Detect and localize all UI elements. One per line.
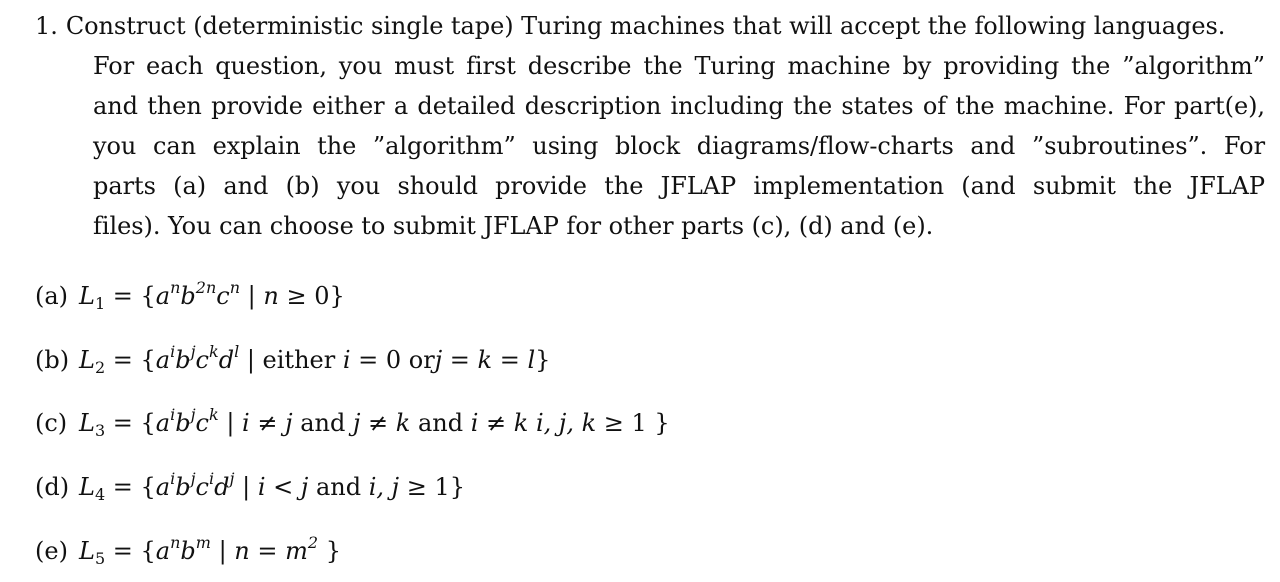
math-exponent: j bbox=[229, 469, 235, 488]
math-text bbox=[318, 537, 326, 565]
problem-line-5: parts (a) and (b) you should provide the JFLAP implementation (and submit the JFLAP bbox=[93, 172, 1265, 200]
problem-line-4: you can explain the ”algorithm” using block diagrams/flow-charts and ”subroutines”. For bbox=[93, 132, 1265, 160]
set-open: = { bbox=[105, 537, 156, 565]
language-definition bbox=[79, 278, 345, 313]
math-text: < bbox=[265, 473, 301, 501]
math-variable: i, j bbox=[368, 473, 400, 501]
part-b bbox=[35, 336, 550, 384]
math-exponent: i bbox=[170, 405, 176, 424]
math-exponent: n bbox=[170, 278, 181, 297]
problem-line-6: files). You can choose to submit JFLAP for other parts (c), (d) and (e). bbox=[93, 212, 934, 240]
language-symbol: L bbox=[79, 346, 95, 374]
language-subscript: 4 bbox=[94, 485, 106, 504]
math-exponent: m bbox=[195, 533, 211, 552]
math-text: ≠ bbox=[478, 409, 514, 437]
set-close: } bbox=[535, 346, 551, 374]
language-definition bbox=[79, 469, 466, 504]
set-close: } bbox=[654, 409, 670, 437]
math-exponent: n bbox=[229, 278, 241, 297]
problem-line-3: and then provide either a detailed description including the states of the machine. For part(e), bbox=[93, 92, 1265, 120]
math-variable: j bbox=[352, 409, 361, 437]
math-text: | bbox=[240, 282, 264, 310]
math-variable: l bbox=[527, 346, 536, 374]
math-variable: d bbox=[218, 346, 235, 374]
part-label: (a) bbox=[35, 282, 69, 310]
part-label: (b) bbox=[35, 346, 70, 374]
math-variable: j bbox=[434, 346, 443, 374]
part-label: (c) bbox=[35, 409, 68, 437]
language-subscript: 3 bbox=[94, 421, 106, 440]
math-exponent: i bbox=[209, 469, 215, 488]
math-text: | bbox=[234, 473, 258, 501]
part-d bbox=[35, 463, 465, 511]
set-close: } bbox=[325, 537, 341, 565]
math-variable: c bbox=[195, 346, 209, 374]
math-exponent: i bbox=[170, 469, 176, 488]
math-variable: a bbox=[155, 537, 171, 565]
math-text: = 0 or bbox=[350, 346, 435, 374]
set-open: = { bbox=[105, 282, 156, 310]
math-variable: i bbox=[242, 409, 250, 437]
part-e bbox=[35, 527, 341, 575]
math-text: ≥ 0 bbox=[278, 282, 330, 310]
math-variable: n bbox=[263, 282, 279, 310]
math-variable: b bbox=[180, 537, 196, 565]
language-subscript: 5 bbox=[94, 549, 106, 568]
problem-text-line: Construct (deterministic single tape) Turing machines that will accept the following languages. bbox=[65, 12, 1226, 40]
math-variable: c bbox=[195, 409, 209, 437]
math-variable: a bbox=[155, 346, 171, 374]
math-variable: c bbox=[216, 282, 230, 310]
problem-number: 1. bbox=[35, 12, 58, 40]
math-variable: a bbox=[155, 409, 171, 437]
math-exponent: 2n bbox=[195, 278, 217, 297]
math-text: ≠ bbox=[249, 409, 286, 437]
math-text: | either bbox=[239, 346, 343, 374]
math-variable: k bbox=[395, 409, 411, 437]
language-subscript: 1 bbox=[94, 294, 106, 313]
math-text: and bbox=[308, 473, 369, 501]
math-text: ≥ 1 bbox=[596, 409, 655, 437]
problem-line-1 bbox=[35, 6, 1265, 46]
math-variable: c bbox=[195, 473, 209, 501]
math-variable: d bbox=[214, 473, 230, 501]
part-label: (e) bbox=[35, 537, 68, 565]
math-variable: n bbox=[234, 537, 250, 565]
math-text: | bbox=[218, 409, 243, 437]
math-variable: b bbox=[175, 346, 191, 374]
problem-line-2: For each question, you must first describe the Turing machine by providing the ”algorithm” bbox=[93, 52, 1265, 80]
math-variable: i bbox=[257, 473, 266, 501]
math-text: = bbox=[492, 346, 528, 374]
math-variable: a bbox=[155, 473, 171, 501]
math-variable: b bbox=[180, 282, 196, 310]
set-open: = { bbox=[105, 473, 156, 501]
math-exponent: i bbox=[170, 342, 176, 361]
math-variable: m bbox=[285, 537, 308, 565]
language-symbol: L bbox=[79, 473, 95, 501]
math-exponent: l bbox=[234, 342, 240, 361]
math-exponent: j bbox=[190, 342, 196, 361]
language-definition bbox=[79, 533, 341, 568]
math-exponent: k bbox=[209, 405, 219, 424]
math-exponent: j bbox=[190, 405, 196, 424]
math-exponent: k bbox=[209, 342, 219, 361]
math-variable: j bbox=[285, 409, 293, 437]
math-exponent: n bbox=[170, 533, 181, 552]
math-exponent: j bbox=[190, 469, 196, 488]
math-text: = bbox=[442, 346, 478, 374]
part-a bbox=[35, 272, 345, 320]
language-definition bbox=[79, 342, 551, 377]
math-variable: k bbox=[477, 346, 493, 374]
math-variable: b bbox=[175, 409, 191, 437]
language-symbol: L bbox=[79, 282, 95, 310]
math-text: = bbox=[249, 537, 286, 565]
math-variable: i bbox=[470, 409, 479, 437]
language-definition bbox=[79, 405, 670, 440]
math-variable: b bbox=[175, 473, 191, 501]
math-text: and bbox=[410, 409, 471, 437]
language-symbol: L bbox=[79, 409, 95, 437]
set-close: } bbox=[329, 282, 345, 310]
math-variable: i bbox=[342, 346, 351, 374]
math-variable: j bbox=[300, 473, 309, 501]
math-variable: a bbox=[155, 282, 171, 310]
math-variable: k i, j, k bbox=[513, 409, 597, 437]
set-open: = { bbox=[105, 409, 156, 437]
set-close: } bbox=[449, 473, 466, 501]
language-symbol: L bbox=[79, 537, 95, 565]
math-text: ≠ bbox=[360, 409, 396, 437]
math-text: and bbox=[292, 409, 353, 437]
set-open: = { bbox=[105, 346, 156, 374]
language-subscript: 2 bbox=[94, 358, 106, 377]
math-text: ≥ 1 bbox=[399, 473, 450, 501]
problem-statement bbox=[35, 6, 1265, 246]
part-c bbox=[35, 399, 670, 447]
math-text: | bbox=[210, 537, 235, 565]
math-exponent: 2 bbox=[307, 533, 319, 552]
part-label: (d) bbox=[35, 473, 70, 501]
